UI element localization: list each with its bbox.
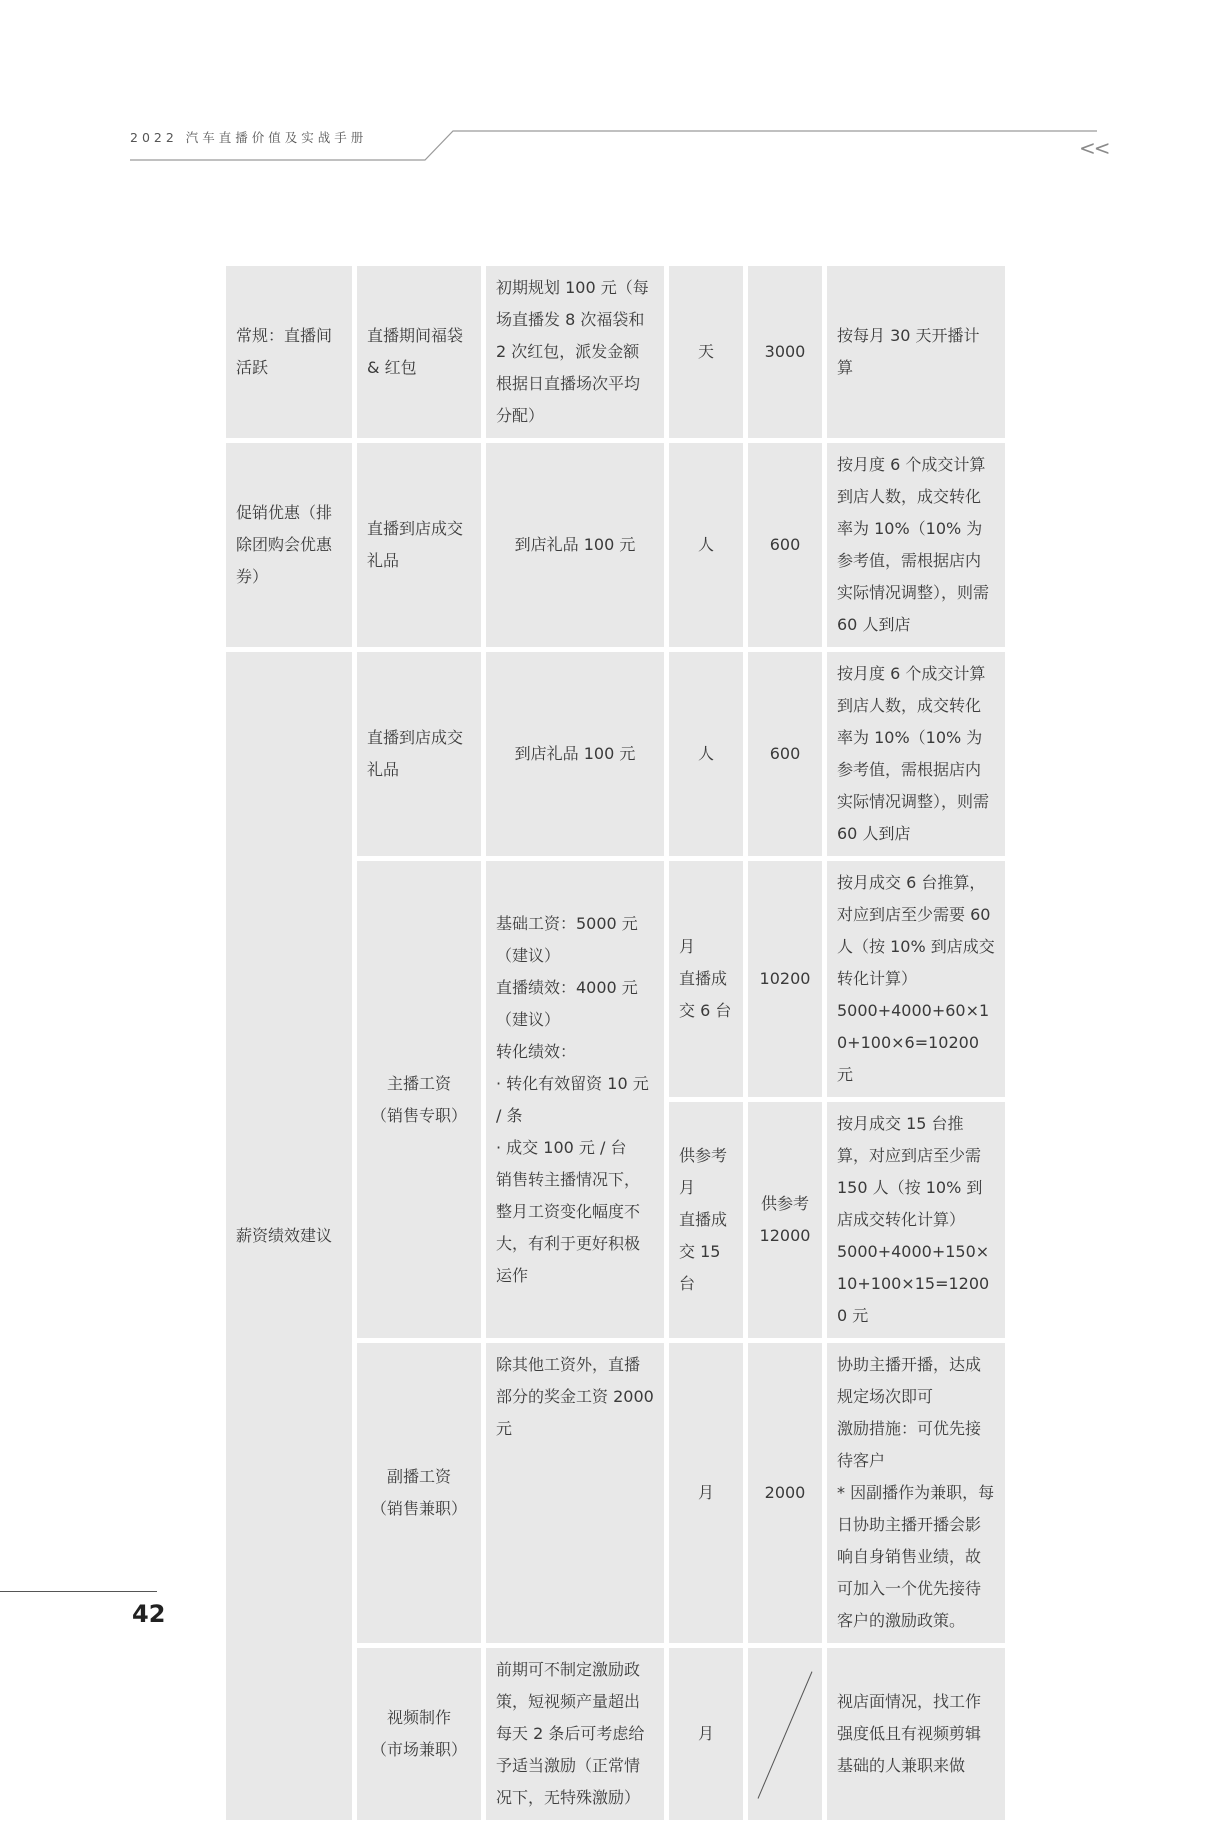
category-cell: 促销优惠（排除团购会优惠券） <box>226 443 352 647</box>
table-row <box>226 443 1005 647</box>
note-cell: 按月度 6 个成交计算到店人数，成交转化率为 10%（10% 为参考值，需根据店内实际情况调整），则需 60 人到店 <box>827 443 1005 647</box>
item-cell: 直播到店成交礼品 <box>357 652 481 856</box>
unit-cell: 人 <box>669 443 743 647</box>
budget-table <box>221 261 1010 1825</box>
item-cell: 主播工资 （销售专职） <box>357 861 481 1338</box>
note-cell: 按月成交 15 台推算，对应到店至少需 150 人（按 10% 到店成交转化计算） 5000+4000+150×10+100×15=12000 元 <box>827 1102 1005 1338</box>
amount-cell: 600 <box>748 443 822 647</box>
chevron-left-icon: << <box>1079 136 1109 160</box>
empty-amount-cell <box>748 1648 822 1820</box>
table-row <box>226 652 1005 856</box>
amount-cell: 供参考 12000 <box>748 1102 822 1338</box>
item-cell: 副播工资 （销售兼职） <box>357 1343 481 1643</box>
desc-cell: 除其他工资外，直播部分的奖金工资 2000 元 <box>486 1343 664 1643</box>
item-cell: 直播期间福袋 & 红包 <box>357 266 481 438</box>
amount-cell: 600 <box>748 652 822 856</box>
category-cell: 薪资绩效建议 <box>226 652 352 1820</box>
item-cell: 视频制作 （市场兼职） <box>357 1648 481 1820</box>
desc-cell: 初期规划 100 元（每场直播发 8 次福袋和 2 次红包，派发金额根据日直播场次平均分配） <box>486 266 664 438</box>
header-rule <box>0 0 1224 180</box>
amount-cell: 2000 <box>748 1343 822 1643</box>
desc-cell: 前期可不制定激励政策，短视频产量超出每天 2 条后可考虑给予适当激励（正常情况下，无特殊激励） <box>486 1648 664 1820</box>
unit-cell: 月 直播成交 6 台 <box>669 861 743 1097</box>
unit-cell: 天 <box>669 266 743 438</box>
amount-cell: 3000 <box>748 266 822 438</box>
diagonal-slash-icon <box>748 1648 822 1820</box>
note-cell: 按月成交 6 台推算，对应到店至少需要 60 人（按 10% 到店成交转化计算） 5000+4000+60×10+100×6=10200 元 <box>827 861 1005 1097</box>
page-number: 42 <box>132 1600 166 1628</box>
header-title: 2022 汽车直播价值及实战手册 <box>130 130 368 145</box>
unit-cell: 人 <box>669 652 743 856</box>
category-cell: 常规：直播间活跃 <box>226 266 352 438</box>
note-cell: 按每月 30 天开播计算 <box>827 266 1005 438</box>
table-row <box>226 266 1005 438</box>
note-cell: 按月度 6 个成交计算到店人数，成交转化率为 10%（10% 为参考值，需根据店内实际情况调整），则需 60 人到店 <box>827 652 1005 856</box>
note-cell: 视店面情况，找工作强度低且有视频剪辑基础的人兼职来做 <box>827 1648 1005 1820</box>
desc-cell: 到店礼品 100 元 <box>486 443 664 647</box>
item-cell: 直播到店成交礼品 <box>357 443 481 647</box>
footer-rule <box>0 1591 157 1592</box>
unit-cell: 月 <box>669 1648 743 1820</box>
note-cell: 协助主播开播，达成规定场次即可 激励措施：可优先接待客户 * 因副播作为兼职，每日协助主播开播会影响自身销售业绩，故可加入一个优先接待客户的激励政策。 <box>827 1343 1005 1643</box>
unit-cell: 供参考 月 直播成交 15 台 <box>669 1102 743 1338</box>
desc-cell: 到店礼品 100 元 <box>486 652 664 856</box>
unit-cell: 月 <box>669 1343 743 1643</box>
amount-cell: 10200 <box>748 861 822 1097</box>
desc-cell: 基础工资：5000 元（建议） 直播绩效：4000 元（建议） 转化绩效： · 转化有效留资 10 元 / 条 · 成交 100 元 / 台 销售转主播情况下，整月工资变化幅度不大，有利于更好积极运作 <box>486 861 664 1338</box>
